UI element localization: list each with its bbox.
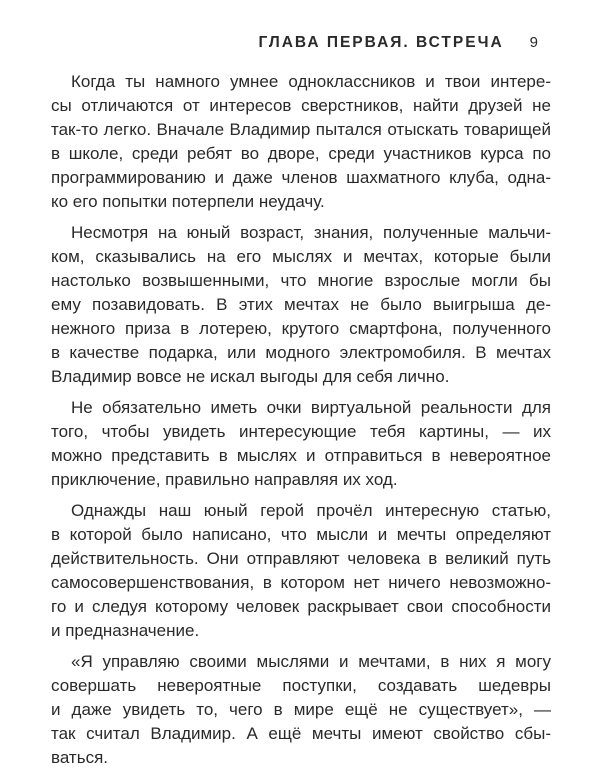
text-line: и даже увидеть то, чего в мире ещё не существует», — [51, 700, 551, 719]
text-line: Несмотря на юный возраст, знания, полученные мальчи- [71, 223, 551, 242]
text-line: можно представить в мыслях и отправиться в невероятное [51, 446, 551, 465]
text-line: ком, сказывались на его мыслях и мечтах, которые были [51, 247, 551, 266]
text-line: в качестве подарка, или модного электромобиля. В мечтах [51, 343, 551, 362]
text-line: ему позавидовать. В этих мечтах не было выигрыша де- [51, 295, 551, 314]
text-line: и предназначение. [51, 621, 200, 640]
text-line: того, чтобы увидеть интересующие тебя картины, — их [51, 422, 551, 441]
text-line: го и следуя которому человек раскрывает свои способности [51, 597, 551, 616]
text-line: приключение, правильно направляя их ход. [51, 470, 398, 489]
paragraph [51, 70, 551, 214]
text-line: действительность. Они отправляют человека в великий путь [51, 549, 551, 568]
paragraph [51, 650, 551, 770]
text-line: ваться. [51, 748, 108, 767]
page-header [258, 34, 538, 52]
text-line: так-то легко. Вначале Владимир пытался отыскать товарищей [51, 120, 551, 139]
text-line: «Я управляю своими мыслями и мечтами, в них я могу [71, 652, 551, 671]
text-line: в которой было написано, что мысли и мечты определяют [51, 525, 551, 544]
text-line: Владимир вовсе не искал выгоды для себя лично. [51, 367, 450, 386]
text-line: нежного приза в лотерею, крутого смартфона, полученного [51, 319, 551, 338]
text-line: Однажды наш юный герой прочёл интересную статью, [71, 501, 551, 520]
text-line: так считал Владимир. А ещё мечты имеют свойство сбы- [51, 724, 551, 743]
text-line: совершать невероятные поступки, создавать шедевры [51, 676, 551, 695]
text-line: Когда ты намного умнее одноклассников и твои интере- [71, 72, 551, 91]
text-line: настолько возвышенными, что многие взрослые могли бы [51, 271, 551, 290]
body-text [51, 70, 551, 777]
text-line: ко его попытки потерпели неудачу. [51, 192, 325, 211]
text-line: сы отличаются от интересов сверстников, найти друзей не [51, 96, 551, 115]
paragraph [51, 221, 551, 389]
text-line: в школе, среди ребят во дворе, среди участников курса по [51, 144, 551, 163]
text-line: Не обязательно иметь очки виртуальной реальности для [71, 398, 551, 417]
paragraph [51, 396, 551, 492]
text-line: программированию и даже членов шахматного клуба, одна- [51, 168, 551, 187]
paragraph [51, 499, 551, 643]
page-number: 9 [529, 34, 538, 51]
running-head: ГЛАВА ПЕРВАЯ. ВСТРЕЧА [258, 34, 504, 51]
text-line: самосовершенствования, в котором нет ничего невозможно- [51, 573, 551, 592]
